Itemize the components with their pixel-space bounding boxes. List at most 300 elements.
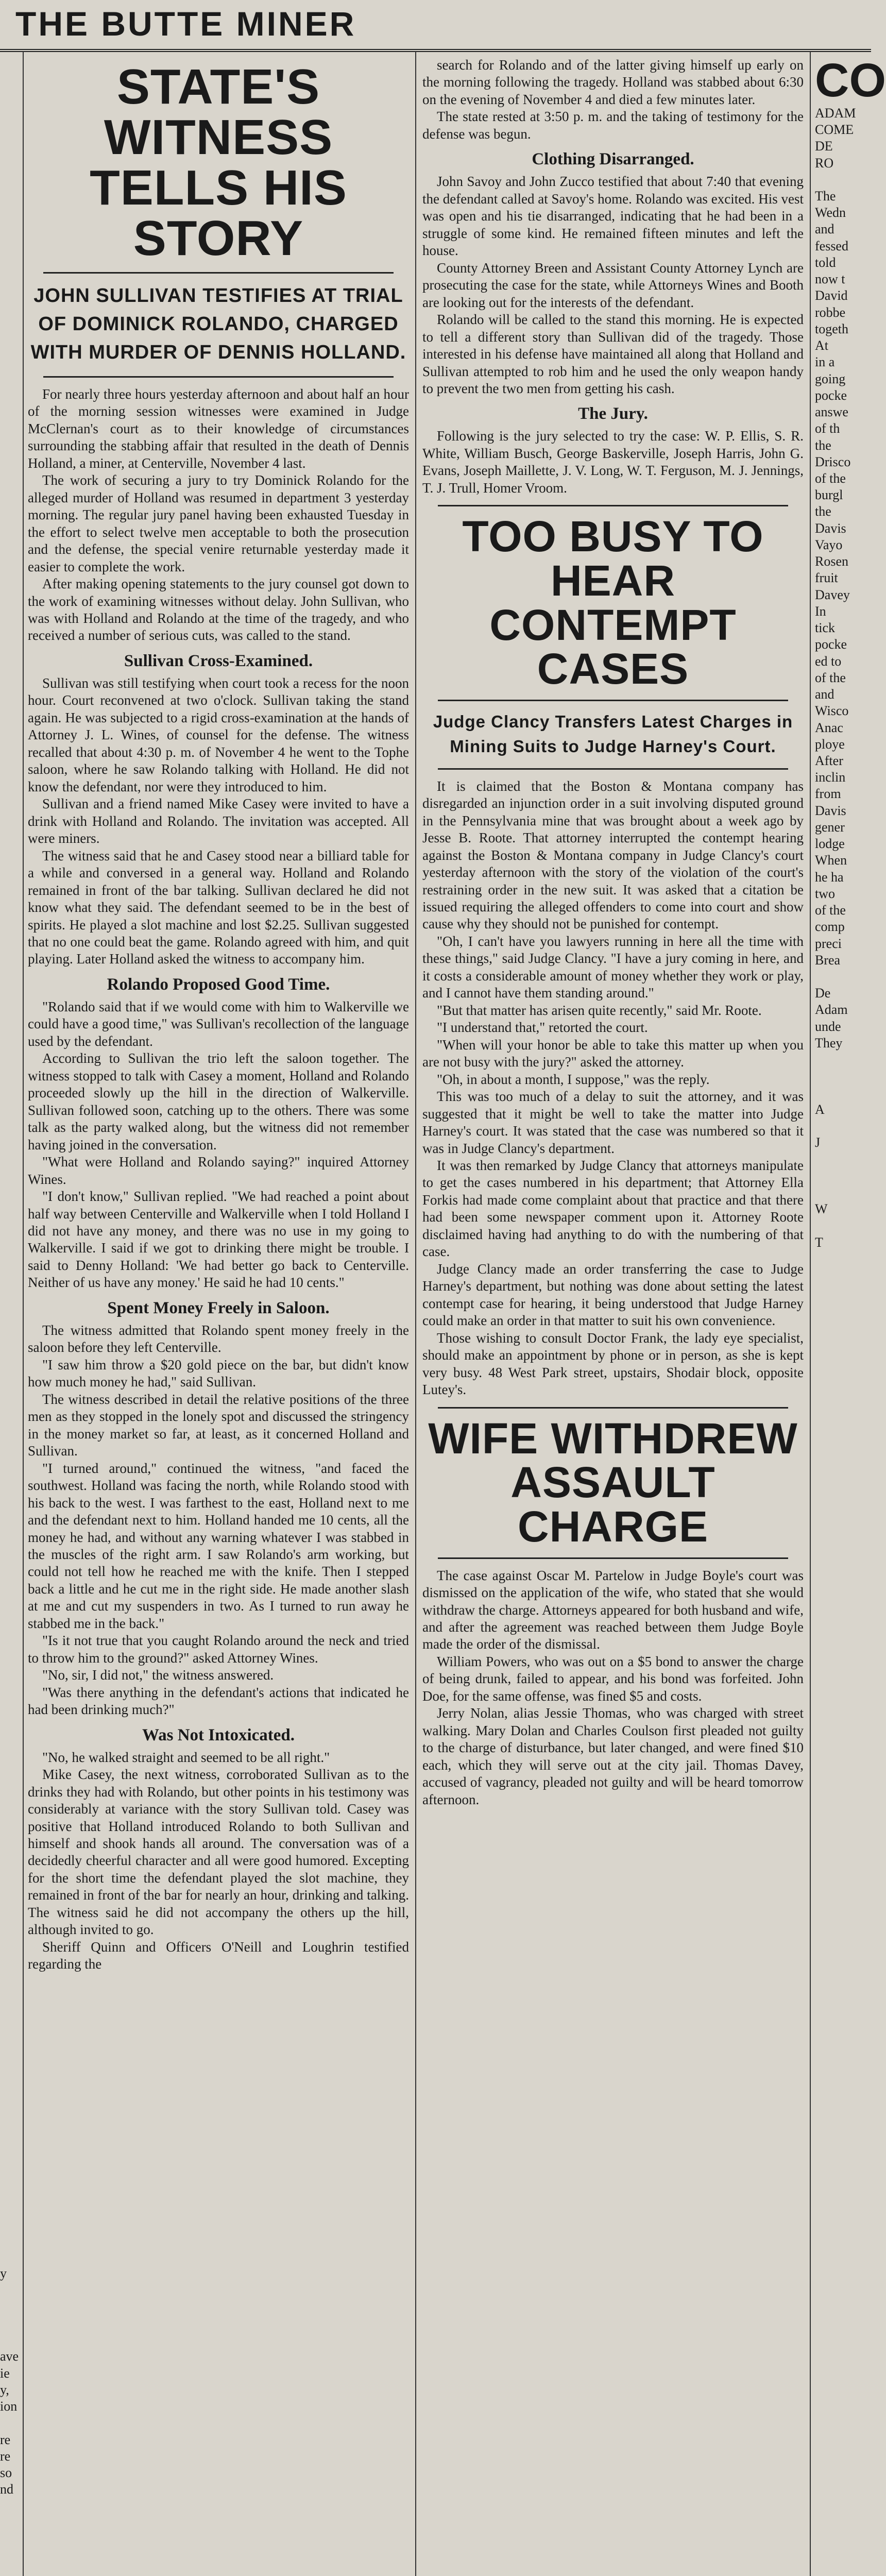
- edge-fragment: W: [815, 1201, 828, 1217]
- edge-fragment: [0, 1834, 20, 1850]
- story1-headline: STATE'S WITNESS TELLS HIS STORY: [90, 59, 347, 266]
- edge-fragment: Vayo: [815, 537, 843, 552]
- edge-fragment: Wisco: [815, 703, 849, 719]
- edge-fragment: [0, 571, 20, 588]
- edge-fragment: [0, 1668, 20, 1684]
- edge-fragment: [0, 970, 20, 987]
- edge-fragment: [0, 887, 20, 904]
- article-paragraph: "I understand that," retorted the court.: [437, 1020, 648, 1036]
- story1-body: [28, 386, 409, 645]
- divider: [43, 272, 394, 274]
- edge-fragment: [0, 2415, 20, 2431]
- edge-fragment: [0, 389, 20, 405]
- edge-fragment: [0, 2515, 20, 2531]
- edge-fragment: [0, 605, 20, 621]
- edge-fragment: [0, 1136, 20, 1153]
- edge-fragment: T: [815, 1234, 823, 1250]
- edge-fragment: [0, 588, 20, 605]
- story3-body: [422, 1567, 804, 1809]
- edge-fragment: [0, 1751, 20, 1767]
- article-paragraph: Sheriff Quinn and Officers O'Neill and Loughrin testified regarding the: [28, 1939, 409, 1972]
- edge-fragment: [0, 2498, 20, 2514]
- edge-fragment: [0, 771, 20, 787]
- edge-fragment: [0, 190, 20, 206]
- edge-fragment: [0, 323, 20, 339]
- edge-fragment: burgl: [815, 487, 843, 503]
- edge-fragment: answe: [815, 404, 848, 420]
- edge-fragment: [0, 621, 20, 638]
- edge-fragment: [0, 107, 20, 123]
- divider: [438, 1407, 788, 1409]
- edge-fragment: [0, 1568, 20, 1584]
- story2-deck: Judge Clancy Transfers Latest Charges in Mining Suits to Judge Harney's Court.: [433, 712, 793, 756]
- edge-fragment: [0, 854, 20, 870]
- story1-body-continued: [422, 173, 804, 397]
- edge-fragment: [0, 1070, 20, 1086]
- article-paragraph: The state rested at 3:50 p. m. and the taking of testimony for the defense was begun.: [422, 109, 804, 142]
- edge-fragment: [0, 1087, 20, 1103]
- article-paragraph: Sullivan was still testifying when court took a recess for the noon hour. Court reconvened at two o'clock. Sullivan taking the stand again. He was subjected to a rigid cross-examination at the hands of Attorney J. L. Wines, of counsel for the defense. The witness recalled that about 4:30 p. m. of November 4 he went to the Tophe saloon, where he saw Rolando talking with Holland. He did not know the defendant, nor were they introduced to him.: [28, 675, 409, 794]
- edge-fragment: [815, 1350, 871, 1367]
- edge-fragment: lodge: [815, 836, 845, 852]
- edge-fragment: going: [815, 371, 846, 386]
- edge-fragment: [0, 2132, 20, 2149]
- edge-fragment: [0, 2215, 20, 2232]
- edge-fragment: [0, 472, 20, 488]
- story1-body: [28, 1322, 409, 1719]
- article-paragraph: "Was there anything in the defendant's actions that indicated he had been drinking much?": [28, 1684, 409, 1718]
- edge-fragment: [0, 1518, 20, 1535]
- edge-fragment: [0, 355, 20, 372]
- edge-fragment: Rosen: [815, 554, 848, 569]
- edge-fragment: ave: [0, 2349, 19, 2364]
- article-paragraph: It was then remarked by Judge Clancy that attorneys manipulate to get the cases numbered in his department; that Attorney Ella Forkis had made come complaint about that practice and that there had been some newspaper comment upon it. Attorney Roote disclaimed having had anything to do with the numbering of that case.: [422, 1158, 804, 1260]
- edge-fragment: [0, 1501, 20, 1518]
- column-1: [28, 57, 409, 2576]
- edge-fragment: [0, 1867, 20, 1884]
- edge-fragment: [0, 1236, 20, 1252]
- article-paragraph: Jerry Nolan, alias Jessie Thomas, who was charged with street walking. Mary Dolan and Charles Coulson first pleaded not guilty to the charge of disturbance, but later changed, and were fined $10 each, which they will serve out at the city jail. Thomas Davey, accused of vagrancy, pleaded not guilty and will be heard tomorrow afternoon.: [422, 1705, 804, 1807]
- edge-fragment: of th: [815, 421, 840, 436]
- edge-fragment: [0, 1917, 20, 1933]
- column-rule: [810, 52, 811, 2576]
- edge-fragment: [0, 1452, 20, 1468]
- edge-fragment: [0, 904, 20, 920]
- article-paragraph: After making opening statements to the jury counsel got down to the work of examining witnesses without delay. John Sullivan, who was with Holland and Rolando at the time of the tragedy, and who received a number of serious cuts, was called to the stand.: [28, 576, 409, 643]
- edge-fragment: [0, 73, 20, 90]
- edge-fragment: fessed: [815, 238, 848, 253]
- edge-fragment: [0, 1651, 20, 1668]
- edge-fragment: [0, 2232, 20, 2249]
- edge-fragment: [815, 1367, 871, 1384]
- edge-fragment: [0, 1402, 20, 1418]
- edge-fragment: [0, 90, 20, 106]
- edge-fragment: Wedn: [815, 205, 846, 221]
- newspaper-title: THE BUTTE MINER: [15, 5, 356, 43]
- article-paragraph: For nearly three hours yesterday afternoon and about half an hour of the morning session witnesses were examined in Judge McClernan's court as to their knowledge of circumstances surrounding the stabbing affair that resulted in the death of Dennis Holland, a miner, at Centerville, November 4 last.: [28, 386, 409, 471]
- edge-fragment: [0, 787, 20, 804]
- masthead: [0, 0, 871, 52]
- edge-fragment: now t: [815, 272, 845, 287]
- left-edge-fragments: [0, 57, 20, 2576]
- edge-fragment: The: [815, 189, 836, 204]
- story2-body: [422, 778, 804, 1399]
- edge-fragment: De: [815, 986, 831, 1001]
- edge-fragment: Davey: [815, 587, 850, 602]
- divider: [438, 505, 788, 506]
- article-paragraph: "No, he walked straight and seemed to be all right.": [42, 1749, 330, 1765]
- edge-fragment: [815, 1168, 871, 1184]
- edge-fragment: [0, 438, 20, 455]
- edge-fragment: comp: [815, 919, 845, 935]
- edge-fragment: [0, 1801, 20, 1817]
- article-paragraph: The case against Oscar M. Partelow in Judge Boyle's court was dismissed on the application of the wife, who stated that she would withdraw the charge. Attorneys appeared for both husband and wife, and after the agreement was reached between them Judge Boyle made the order of the dismissal.: [422, 1567, 804, 1652]
- edge-fragment: DE: [815, 139, 833, 154]
- edge-fragment: After: [815, 753, 843, 768]
- edge-fragment: [0, 555, 20, 571]
- edge-fragment: [0, 1468, 20, 1485]
- edge-fragment: from: [815, 786, 841, 802]
- story1-deck: JOHN SULLIVAN TESTIFIES AT TRIAL OF DOMINICK ROLANDO, CHARGED WITH MURDER OF DENNIS HOLLAND.: [30, 284, 406, 363]
- edge-fragment: [0, 954, 20, 970]
- edge-fragment: [0, 1784, 20, 1800]
- edge-fragment: [0, 2299, 20, 2315]
- story2-headline: TOO BUSY TO HEAR CONTEMPT CASES: [462, 512, 764, 693]
- edge-fragment: two: [815, 886, 835, 901]
- story1-subhead: Clothing Disarranged.: [532, 150, 694, 169]
- edge-fragment: [815, 1334, 871, 1350]
- edge-fragment: [0, 522, 20, 538]
- article-paragraph: The witness admitted that Rolando spent money freely in the saloon before they left Centerville.: [28, 1322, 409, 1355]
- article-paragraph: search for Rolando and of the latter giving himself up early on the morning following the tragedy. Holland was stabbed about 6:30 on the evening of November 4 and died a few minutes later.: [422, 57, 804, 107]
- edge-fragment: [0, 223, 20, 239]
- edge-fragment: [0, 1485, 20, 1501]
- edge-fragment: [815, 1301, 871, 1317]
- edge-fragment: [0, 173, 20, 190]
- edge-fragment: he ha: [815, 869, 844, 885]
- edge-fragment: the: [815, 504, 831, 519]
- edge-fragment: Anac: [815, 720, 843, 735]
- edge-fragment: inclin: [815, 770, 846, 785]
- edge-fragment: COME: [815, 122, 854, 138]
- story1-body-continued: [422, 428, 804, 497]
- edge-fragment: [0, 1850, 20, 1867]
- edge-fragment: ADAM: [815, 105, 856, 121]
- story1-subhead: The Jury.: [578, 404, 648, 423]
- article-paragraph: Those wishing to consult Doctor Frank, the lady eye specialist, should make an appointment by phone or in person, as she is kept very busy. 48 West Park street, upstairs, Shodair block, opposite Lutey's.: [422, 1330, 804, 1398]
- article-paragraph: "I don't know," Sullivan replied. "We had reached a point about half way between Centerville and Walkerville when I told Holland I did not have any money, and there was no use in my going to Walkerville. I said if we got to drinking there might be trouble. I said to Denny Holland: 'We had better go back to Centerville. Neither of us have any money.' He said he had 10 cents.": [28, 1189, 409, 1291]
- edge-fragment: [815, 1118, 871, 1134]
- edge-fragment: of the: [815, 670, 846, 685]
- edge-fragment: [815, 1284, 871, 1300]
- edge-fragment: [0, 1103, 20, 1120]
- edge-fragment: pocke: [815, 387, 847, 403]
- edge-fragment: gener: [815, 819, 845, 835]
- edge-fragment: robbe: [815, 304, 846, 320]
- edge-fragment: [815, 1085, 871, 1101]
- edge-fragment: [0, 2548, 20, 2564]
- edge-fragment: fruit: [815, 570, 838, 586]
- edge-fragment: [0, 455, 20, 472]
- edge-fragment: [0, 1767, 20, 1784]
- edge-fragment: [0, 1037, 20, 1053]
- edge-fragment: [0, 671, 20, 688]
- edge-fragment: [0, 738, 20, 754]
- edge-fragment: [815, 1267, 871, 1284]
- edge-fragment: [0, 2049, 20, 2066]
- article-paragraph: County Attorney Breen and Assistant County Attorney Lynch are prosecuting the case for the state, while Attorneys Wines and Booth are looking out for the interests of the defendant.: [422, 260, 804, 310]
- edge-fragment: [0, 837, 20, 854]
- edge-fragment: [0, 2099, 20, 2116]
- edge-fragment: [0, 1983, 20, 1999]
- edge-fragment: [0, 1967, 20, 1983]
- edge-fragment: [0, 1186, 20, 1202]
- edge-fragment: re: [0, 2432, 11, 2447]
- edge-fragment: togeth: [815, 321, 848, 336]
- divider: [438, 1557, 788, 1559]
- edge-fragment: [0, 140, 20, 156]
- article-paragraph: Mike Casey, the next witness, corroborated Sullivan as to the drinks they had with Rolando, but other points in his testimony was considerably at variance with the story Sullivan told. Casey was positive that Holland introduced Rolando to both Sullivan and himself and shook hands all around. The conversation was of a decidedly cheerful character and all were good humored. Excepting for the short time the defendant played the slot machine, they remained in front of the bar for nearly an hour, drinking and talking. The witness said he did not accompany the others up the hill, although invited to go.: [28, 1767, 409, 1938]
- edge-fragment: [0, 206, 20, 223]
- edge-fragment: [0, 2066, 20, 2082]
- edge-fragment: so: [0, 2465, 12, 2480]
- article-paragraph: Judge Clancy made an order transferring the case to Judge Harney's department, but nothing was done about setting the latest contempt case for hearing, it being understood that Judge Harney could make an order in that matter to suit his own convenience.: [422, 1261, 804, 1329]
- edge-fragment: [0, 870, 20, 887]
- edge-fragment: [0, 1003, 20, 1020]
- edge-fragment: tick: [815, 620, 835, 636]
- edge-fragment: [815, 1068, 871, 1084]
- article-paragraph: "When will your honor be able to take this matter up when you are not busy with the jury?" asked the attorney.: [422, 1037, 804, 1070]
- edge-fragment: [0, 1684, 20, 1701]
- divider: [43, 376, 394, 378]
- edge-fragment: preci: [815, 936, 842, 951]
- edge-fragment: [0, 2149, 20, 2166]
- edge-fragment: in a: [815, 354, 835, 370]
- edge-fragment: [0, 1285, 20, 1302]
- article-paragraph: Rolando will be called to the stand this morning. He is expected to tell a different story than Sullivan did of the tragedy. Those interested in his defense have maintained all along that Holland and Sullivan attempted to rob him and he used the only weapon handy to prevent the two men from getting his cash.: [422, 312, 804, 396]
- edge-fragment: [0, 1950, 20, 1967]
- edge-fragment: [0, 422, 20, 438]
- edge-fragment: [0, 1335, 20, 1352]
- edge-fragment: [815, 1184, 871, 1201]
- edge-fragment: [0, 156, 20, 173]
- edge-fragment: [0, 2315, 20, 2332]
- story1-subhead: Was Not Intoxicated.: [142, 1725, 295, 1744]
- edge-fragment: [0, 2531, 20, 2548]
- edge-fragment: Adam: [815, 1002, 848, 1018]
- edge-fragment: [0, 704, 20, 721]
- edge-fragment: A: [815, 1101, 825, 1117]
- edge-fragment: [0, 1734, 20, 1751]
- edge-fragment: [0, 2083, 20, 2099]
- edge-fragment: the: [815, 437, 831, 453]
- story1-body: [28, 675, 409, 968]
- edge-fragment: re: [0, 2448, 11, 2464]
- divider: [438, 768, 788, 770]
- edge-fragment: [0, 688, 20, 704]
- story1-body: [28, 1749, 409, 1973]
- edge-fragment: [0, 1120, 20, 1136]
- edge-fragment: At: [815, 338, 828, 353]
- edge-fragment: [0, 1369, 20, 1385]
- edge-fragment: [0, 405, 20, 422]
- edge-fragment: [815, 1052, 871, 1068]
- edge-fragment: Davis: [815, 520, 846, 536]
- edge-fragment: [0, 1717, 20, 1734]
- edge-fragment: When: [815, 853, 847, 868]
- edge-fragment: They: [815, 1035, 843, 1050]
- edge-fragment: ie: [0, 2365, 10, 2381]
- article-paragraph: William Powers, who was out on a $5 bond to answer the charge of being drunk, failed to appear, and his bond was forfeited. John Doe, for the same offense, was fined $5 and costs.: [422, 1653, 804, 1704]
- column-rule: [415, 52, 416, 2576]
- story1-subhead: Sullivan Cross-Examined.: [124, 651, 313, 670]
- edge-fragment: [0, 2249, 20, 2265]
- edge-fragment: Brea: [815, 952, 841, 968]
- edge-fragment: [0, 654, 20, 671]
- edge-fragment: [0, 804, 20, 821]
- edge-fragment: [0, 1053, 20, 1070]
- article-paragraph: It is claimed that the Boston & Montana company has disregarded an injunction order in a suit involving disputed ground in the Pennsylvania mine that was brought about a week ago by Jesse B. Roote. That attorney interrupted the contempt hearing against the Boston & Montana company in Judge Clancy's court yesterday afternoon with the story of the violation of the court's restraining order in the new suit. It was asked that a citation be issued requiring the alleged offenders to come into court and show cause why they should not be punished for contempt.: [422, 778, 804, 932]
- edge-fragment: [0, 256, 20, 273]
- edge-fragment: [0, 821, 20, 837]
- article-paragraph: Sullivan and a friend named Mike Casey were invited to have a drink with Holland and Rolando. The invitation was accepted. All were miners.: [28, 796, 409, 846]
- article-paragraph: The witness described in detail the relative positions of the three men as they stopped in the lonely spot and discussed the stringency in the money market so far, at least, as it concerned Holland and Sullivan.: [28, 1391, 409, 1459]
- edge-fragment: [0, 1202, 20, 1219]
- edge-fragment: [0, 1884, 20, 1900]
- edge-fragment: [0, 538, 20, 555]
- edge-fragment: [0, 1999, 20, 2016]
- edge-fragment: [0, 920, 20, 937]
- edge-fragment: [0, 273, 20, 289]
- edge-fragment: [0, 2166, 20, 2182]
- edge-fragment: [0, 1618, 20, 1634]
- edge-fragment: [0, 1933, 20, 1950]
- edge-fragment: of the: [815, 470, 846, 486]
- edge-fragment: [0, 937, 20, 953]
- divider: [438, 700, 788, 701]
- article-paragraph: John Savoy and John Zucco testified that about 7:40 that evening the defendant called at Savoy's home. Rolando was excited. His vest was open and his tie disarranged, indicating that he had been in a struggle of some kind. He remained fifteen minutes and left the house.: [422, 174, 804, 259]
- story1-body: [28, 998, 409, 1292]
- edge-fragment: [0, 1418, 20, 1435]
- edge-fragment: [0, 638, 20, 654]
- edge-fragment: J: [815, 1135, 821, 1150]
- edge-fragment: [0, 505, 20, 521]
- edge-fragment: [815, 1218, 871, 1234]
- edge-fragment: told: [815, 255, 836, 270]
- edge-fragment: Drisco: [815, 454, 851, 469]
- edge-fragment: [0, 339, 20, 355]
- edge-fragment: [0, 372, 20, 388]
- edge-fragment: [0, 1319, 20, 1335]
- edge-fragment: [0, 1153, 20, 1169]
- edge-fragment: [0, 1352, 20, 1368]
- edge-fragment: [0, 123, 20, 140]
- edge-fragment: [0, 1701, 20, 1717]
- article-paragraph: "Oh, I can't have you lawyers running in here all the time with these things," said Judge Clancy. "I have a jury coming in here, and it costs a considerable amount of money whether they work or play, and I cannot have them standing around.": [422, 933, 804, 1001]
- left-edge-column: [0, 57, 20, 2576]
- edge-fragment: [815, 1151, 871, 1168]
- edge-fragment: [0, 1634, 20, 1651]
- column-2: [422, 57, 804, 2576]
- edge-fragment: [0, 1020, 20, 1037]
- story1-body-continued: [422, 57, 804, 143]
- edge-fragment: RO: [815, 155, 834, 171]
- article-paragraph: "I turned around," continued the witness, "and faced the southwest. Holland was facing the north, while Rolando stood with his back to the west. I was farthest to the east, Holland next to me and the defendant next to him. Holland handed me 10 cents, all the money he had, and without any warning whatever I was stabbed in the muscles of the right arm. I saw Rolando's arm working, but could not tell how he reached me with the knife. Then I stepped back a little and he cut me in the right side. He made another slash at me and cut my suspenders in two. As I turned to run away he stabbed me in the back.": [28, 1460, 409, 1631]
- article-paragraph: The witness said that he and Casey stood near a billiard table for a while and conversed in a general way. Holland and Rolando remained in front of the bar talking. Sullivan declared he did not know what they said. The defendant seemed to be in the best of spirits. He played a slot machine and lost $2.25. Sullivan suggested that no one could beat the game. Rolando agreed with him, and quit playing. Later Holland asked the witness to accompany him.: [28, 848, 409, 967]
- edge-fragment: In: [815, 603, 826, 619]
- edge-fragment: [0, 2332, 20, 2348]
- edge-fragment: [0, 1601, 20, 1618]
- edge-fragment: [0, 57, 20, 73]
- article-paragraph: "No, sir, I did not," the witness answered.: [42, 1667, 274, 1683]
- edge-fragment: of the: [815, 903, 846, 918]
- article-paragraph: According to Sullivan the trio left the saloon together. The witness stopped to talk with Casey a moment, Holland and Rolando proceeded slowly up the hill in the direction of Walkerville. Sullivan followed soon, catching up to the others. There was some talk as the party walked along, but the witness did not remember having joined in the conversation.: [28, 1050, 409, 1153]
- edge-fragment: [0, 1219, 20, 1235]
- edge-fragment: [815, 172, 871, 188]
- right-edge-column: [815, 54, 886, 2576]
- edge-fragment: pocke: [815, 637, 847, 652]
- edge-fragment: [815, 1251, 871, 1267]
- article-paragraph: Following is the jury selected to try the case: W. P. Ellis, S. R. White, William Busch, George Baskerville, Joseph Harris, John G. Evans, Joseph Maillette, J. V. Long, W. T. Ferguson, M. J. Jennings, T. J. Trull, Homer Vroom.: [422, 428, 804, 496]
- edge-fragment: [0, 1269, 20, 1285]
- edge-fragment: [0, 2282, 20, 2298]
- edge-fragment: Davis: [815, 803, 846, 818]
- edge-fragment: [0, 2182, 20, 2199]
- edge-fragment: [0, 987, 20, 1003]
- edge-fragment: [815, 969, 871, 985]
- edge-fragment: [0, 2116, 20, 2132]
- article-paragraph: This was too much of a delay to suit the attorney, and it was suggested that it might be well to take the matter into Judge Harney's court. It was stated that the case was numbered so that it was in Judge Clancy's department.: [422, 1089, 804, 1156]
- edge-fragment: ed to: [815, 653, 842, 669]
- edge-fragment: [0, 2033, 20, 2049]
- edge-fragment: [0, 2199, 20, 2215]
- edge-fragment: [0, 306, 20, 323]
- edge-fragment: unde: [815, 1019, 841, 1034]
- edge-fragment: and: [815, 222, 834, 237]
- article-paragraph: "Rolando said that if we would come with him to Walkerville we could have a good time," was Sullivan's recollection of the language used by the defendant.: [28, 998, 409, 1049]
- edge-fragment: ploye: [815, 736, 845, 752]
- edge-fragment: nd: [0, 2482, 13, 2497]
- edge-fragment: [0, 488, 20, 505]
- article-paragraph: "But that matter has arisen quite recently," said Mr. Roote.: [437, 1002, 762, 1018]
- edge-fragment: David: [815, 288, 848, 303]
- edge-fragment: [0, 289, 20, 306]
- story1-subhead: Rolando Proposed Good Time.: [107, 975, 330, 994]
- edge-fragment: ion: [0, 2399, 18, 2414]
- edge-fragment: and: [815, 687, 834, 702]
- edge-fragment: [0, 1585, 20, 1601]
- edge-fragment: [0, 2016, 20, 2033]
- edge-fragment: [0, 2564, 20, 2576]
- right-edge-headline-fragment: CO: [815, 54, 886, 107]
- edge-fragment: [0, 754, 20, 771]
- edge-fragment: [0, 1535, 20, 1551]
- story1-subhead: Spent Money Freely in Saloon.: [107, 1298, 330, 1317]
- column-rule: [23, 52, 24, 2576]
- edge-fragment: [0, 1252, 20, 1269]
- edge-fragment: [0, 1900, 20, 1917]
- edge-fragment: [0, 1385, 20, 1402]
- story3-headline: WIFE WITHDREW ASSAULT CHARGE: [428, 1414, 798, 1551]
- edge-fragment: [815, 1317, 871, 1334]
- article-paragraph: "What were Holland and Rolando saying?" inquired Attorney Wines.: [28, 1154, 409, 1187]
- right-edge-fragments: [815, 105, 871, 1384]
- edge-fragment: [0, 1817, 20, 1834]
- edge-fragment: [0, 1170, 20, 1186]
- article-paragraph: "I saw him throw a $20 gold piece on the bar, but didn't know how much money he had," said Sullivan.: [28, 1357, 409, 1390]
- edge-fragment: [0, 1302, 20, 1319]
- edge-fragment: [0, 1551, 20, 1568]
